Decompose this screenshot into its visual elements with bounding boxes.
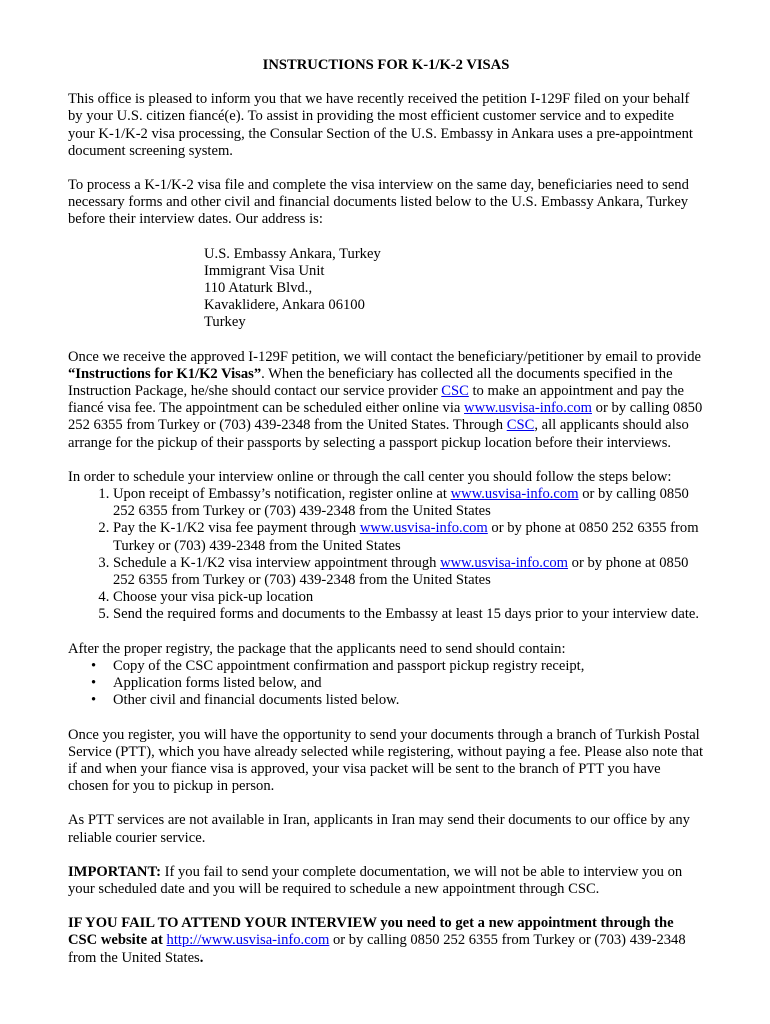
bullet-icon: • — [91, 657, 97, 674]
instructions-paragraph: Once we receive the approved I-129F petition, we will contact the beneficiary/petitioner by email to provide “Instructions for K1/K2 Visas”. When the beneficiary has collected all the documents specified in the Instruction Package, he/she should contact our service provider CSC to make an appointment and pay the fiancé visa fee. The appointment can be scheduled either online via www.usvisa-info.com or by calling 0850 252 6355 from Turkey or (703) 439-2348 from the United States. Through CSC, all applicants should also arrange for the pickup of their passports by selecting a passport pickup location before their interviews. — [68, 348, 703, 451]
important-paragraph: IMPORTANT: If you fail to send your complete documentation, we will not be able to interview you on your scheduled date and you will be required to schedule a new appointment through CSC. — [68, 863, 683, 897]
list-item: 3. Schedule a K-1/K2 visa interview appointment through www.usvisa-info.com or by phone at 0850 252 6355 from Turkey or (703) 439-2348 from the United States — [113, 555, 704, 589]
csc-link[interactable]: CSC — [506, 417, 535, 434]
bullet-icon: • — [91, 675, 97, 692]
package-intro: After the proper registry, the package that the applicants need to send should contain: — [68, 640, 566, 657]
document-page — [68, 57, 704, 984]
embassy-address — [204, 246, 704, 332]
bullet-icon: • — [91, 692, 97, 709]
usvisa-info-link[interactable]: http://www.usvisa-info.com — [166, 932, 330, 949]
list-item: 2. Pay the K-1/K2 visa fee payment through www.usvisa-info.com or by phone at 0850 252 6355 from Turkey or (703) 439-2348 from the United States — [113, 520, 704, 554]
process-paragraph: To process a K-1/K-2 visa file and complete the visa interview on the same day, beneficiaries need to send necessary forms and other civil and financial documents listed below to the U.S. Embassy Ankara, Turkey before their interview dates. Our address is: — [68, 177, 689, 228]
usvisa-info-link[interactable]: www.usvisa-info.com — [464, 400, 592, 417]
steps-list — [68, 486, 704, 624]
usvisa-info-link[interactable]: www.usvisa-info.com — [359, 520, 488, 537]
address-line: Turkey — [204, 314, 246, 331]
steps-intro: In order to schedule your interview online or through the call center you should follow the steps below: — [68, 468, 672, 485]
csc-link[interactable]: CSC — [441, 383, 469, 400]
final-paragraph: IF YOU FAIL TO ATTEND YOUR INTERVIEW you need to get a new appointment through the CSC website at http://www.usvisa-info.com or by calling 0850 252 6355 from Turkey or (703) 439-2348 from the United States. — [68, 915, 686, 966]
instructions-package-name: “Instructions for K1/K2 Visas” — [68, 365, 262, 382]
usvisa-info-link[interactable]: www.usvisa-info.com — [440, 554, 569, 571]
address-line: U.S. Embassy Ankara, Turkey — [204, 245, 381, 262]
intro-paragraph: This office is pleased to inform you that we have recently received the petition I-129F filed on your behalf by your U.S. citizen fiancé(e). To assist in providing the most efficient customer service and to expedite your K-1/K-2 visa processing, the Consular Section of the U.S. Embassy in Ankara uses a pre-appointment document screening system. — [68, 91, 693, 159]
page-title: INSTRUCTIONS FOR K-1/K-2 VISAS — [262, 57, 510, 73]
list-item: 4. Choose your visa pick-up location — [113, 589, 704, 606]
iran-paragraph: As PTT services are not available in Iran, applicants in Iran may send their documents to our office by any reliable courier service. — [68, 812, 690, 846]
list-item: • Copy of the CSC appointment confirmation and passport pickup registry receipt, — [91, 657, 585, 674]
address-line: Kavaklidere, Ankara 06100 — [204, 297, 365, 314]
list-item: • Other civil and financial documents listed below. — [91, 692, 400, 709]
list-item: • Application forms listed below, and — [91, 675, 322, 692]
address-line: 110 Ataturk Blvd., — [204, 280, 313, 297]
list-item: 1. Upon receipt of Embassy’s notification, register online at www.usvisa-info.com or by calling 0850 252 6355 from Turkey or (703) 439-2348 from the United States — [113, 486, 704, 520]
ptt-paragraph: Once you register, you will have the opportunity to send your documents through a branch of Turkish Postal Service (PTT), which you have already selected while registering, without paying a fee. Please also note that if and when your fiance visa is approved, your visa packet will be sent to the branch of PTT you have chosen for you to pickup in person. — [68, 726, 704, 795]
package-list — [68, 658, 704, 710]
important-label: IMPORTANT: — [68, 863, 161, 880]
list-item: 5. Send the required forms and documents to the Embassy at least 15 days prior to your interview date. — [113, 606, 704, 623]
address-line: Immigrant Visa Unit — [204, 262, 325, 279]
usvisa-info-link[interactable]: www.usvisa-info.com — [450, 486, 579, 503]
